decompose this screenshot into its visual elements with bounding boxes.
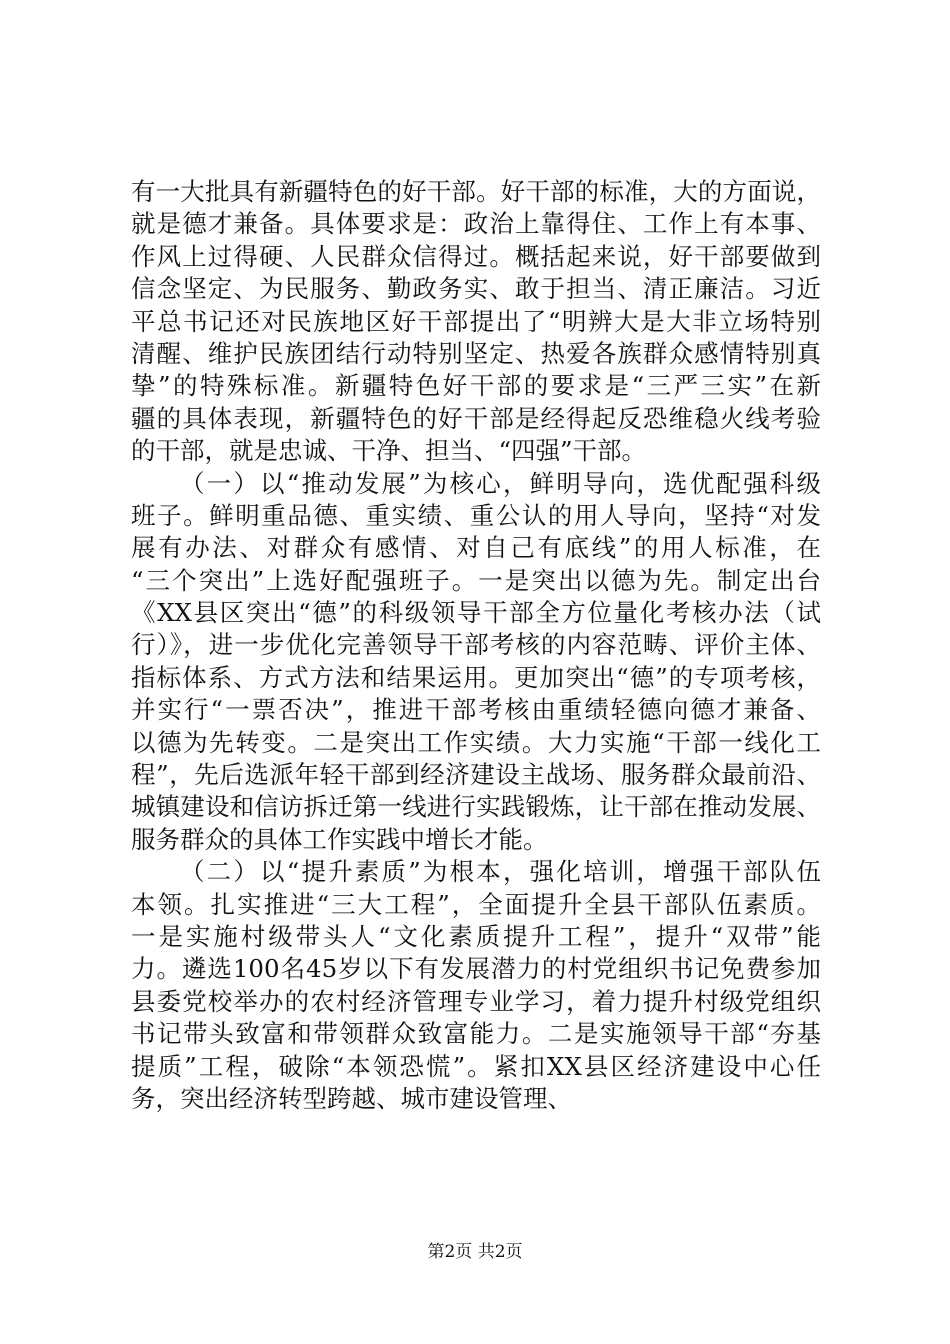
body-text bbox=[131, 176, 821, 1115]
text-line: 本领。扎实推进“三大工程”，全面提升全县干部队伍素质。 bbox=[131, 889, 821, 919]
text-line: 就是德才兼备。具体要求是：政治上靠得住、工作上有本事、 bbox=[131, 209, 821, 239]
text-line: 程”，先后选派年轻干部到经济建设主战场、服务群众最前沿、 bbox=[131, 760, 821, 790]
text-line: 清醒、维护民族团结行动特别坚定、热爱各族群众感情特别真 bbox=[131, 338, 821, 368]
section-heading-line: （一）以“推动发展”为核心，鲜明导向，选优配强科级 bbox=[180, 468, 821, 498]
text-line: 信念坚定、为民服务、勤政务实、敢于担当、清正廉洁。习近 bbox=[131, 274, 821, 304]
text-line: 的干部，就是忠诚、干净、担当、“四强”干部。 bbox=[131, 436, 647, 466]
text-line: 并实行“一票否决”，推进干部考核由重绩轻德向德才兼备、 bbox=[131, 695, 821, 725]
text-line: 城镇建设和信访拆迁第一线进行实践锻炼，让干部在推动发展、 bbox=[131, 792, 821, 822]
text-line: 提质”工程，破除“本领恐慌”。紧扣XX县区经济建设中心任 bbox=[131, 1051, 821, 1081]
page-number-footer: 第2页 共2页 bbox=[427, 1242, 523, 1262]
text-line: 有一大批具有新疆特色的好干部。好干部的标准，大的方面说， bbox=[131, 177, 821, 206]
text-line: 《XX县区突出“德”的科级领导干部全方位量化考核办法（试 bbox=[131, 598, 821, 628]
text-line: 展有办法、对群众有感情、对自己有底线”的用人标准，在 bbox=[131, 533, 821, 563]
text-line: 服务群众的具体工作实践中增长才能。 bbox=[131, 824, 548, 854]
text-line: 指标体系、方式方法和结果运用。更加突出“德”的专项考核， bbox=[131, 662, 821, 692]
text-line: 班子。鲜明重品德、重实绩、重公认的用人导向，坚持“对发 bbox=[131, 500, 821, 530]
text-line: 县委党校举办的农村经济管理专业学习，着力提升村级党组织 bbox=[131, 986, 821, 1016]
text-line: 力。遴选100名45岁以下有发展潜力的村党组织书记免费参加 bbox=[131, 954, 821, 984]
text-line: 行）》，进一步优化完善领导干部考核的内容范畴、评价主体、 bbox=[131, 630, 821, 660]
text-line: 平总书记还对民族地区好干部提出了“明辨大是大非立场特别 bbox=[131, 306, 821, 336]
text-line: 疆的具体表现，新疆特色的好干部是经得起反恐维稳火线考验 bbox=[131, 403, 821, 433]
text-line: 一是实施村级带头人“文化素质提升工程”，提升“双带”能 bbox=[131, 921, 821, 951]
text-line: 作风上过得硬、人民群众信得过。概括起来说，好干部要做到 bbox=[131, 241, 821, 271]
text-line: 书记带头致富和带领群众致富能力。二是实施领导干部“夯基 bbox=[131, 1019, 821, 1049]
text-line: 以德为先转变。二是突出工作实绩。大力实施“干部一线化工 bbox=[131, 727, 821, 757]
text-line: “三个突出”上选好配强班子。一是突出以德为先。制定出台 bbox=[131, 565, 821, 595]
section-heading-line: （二）以“提升素质”为根本，强化培训，增强干部队伍 bbox=[180, 857, 821, 887]
text-line: 挚”的特殊标准。新疆特色好干部的要求是“三严三实”在新 bbox=[131, 371, 821, 401]
text-line: 务，突出经济转型跨越、城市建设管理、 bbox=[131, 1083, 572, 1113]
